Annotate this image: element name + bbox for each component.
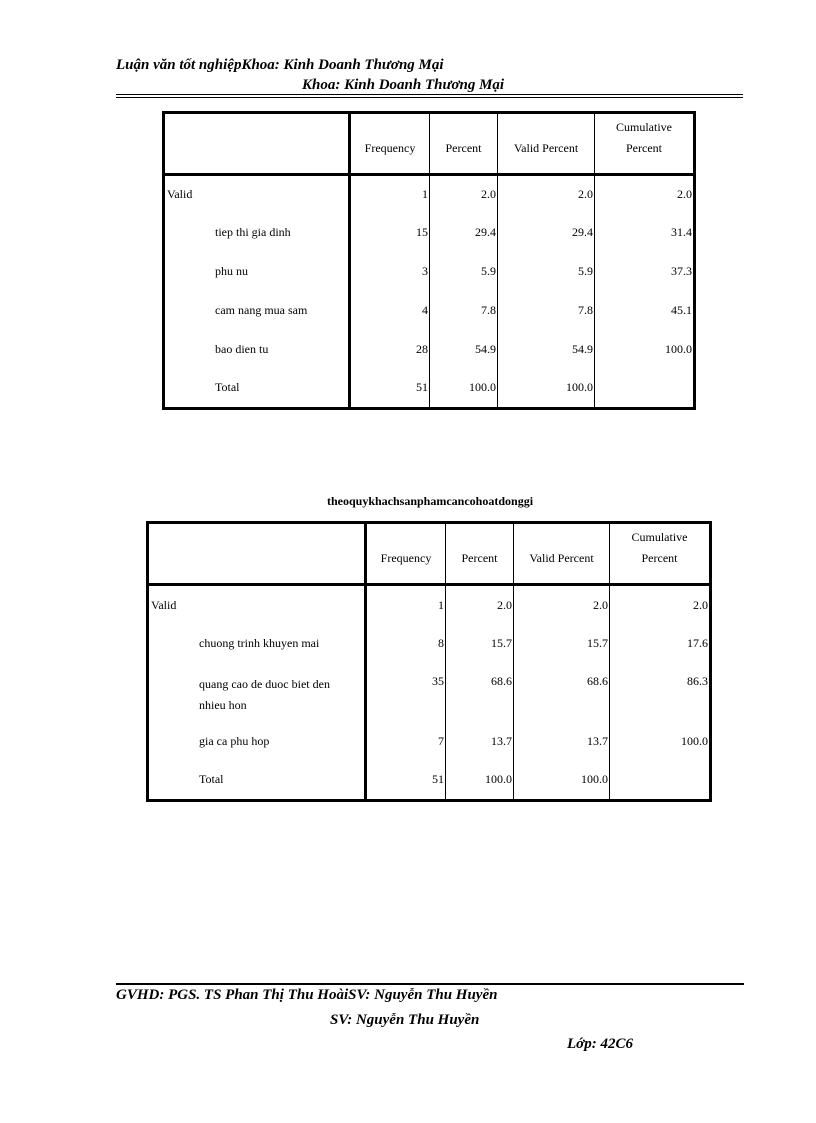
cell-valid-percent: 100.0 (498, 369, 595, 409)
cell-valid-percent: 54.9 (498, 330, 595, 369)
row-label: Total (148, 761, 366, 801)
cell-valid-percent: 13.7 (514, 723, 610, 761)
cell-cumulative (595, 369, 695, 409)
cell-valid-percent: 7.8 (498, 291, 595, 330)
cell-percent: 100.0 (446, 761, 514, 801)
table-row (164, 252, 695, 291)
col-cumulative-line1: Cumulative (616, 120, 672, 134)
table-row-total (164, 369, 695, 409)
header-blank-cell (148, 523, 366, 585)
row-label: bao dien tu (164, 330, 350, 369)
cell-frequency: 8 (366, 625, 446, 663)
cell-frequency: 28 (350, 330, 430, 369)
cell-frequency: 1 (350, 175, 430, 213)
row-label: quang cao de duoc biet den nhieu hon (148, 663, 366, 723)
cell-frequency: 51 (366, 761, 446, 801)
table-row (164, 330, 695, 369)
cell-percent: 2.0 (430, 175, 498, 213)
footer-advisor-line: GVHD: PGS. TS Phan Thị Thu HoàiSV: Nguyễn Thu Huyền (116, 987, 498, 1003)
col-frequency: Frequency (366, 523, 446, 585)
header-title-line2: Khoa: Kinh Doanh Thương Mại (302, 77, 505, 93)
cell-percent: 13.7 (446, 723, 514, 761)
cell-valid-percent: 29.4 (498, 213, 595, 252)
col-percent: Percent (446, 523, 514, 585)
cell-cumulative: 100.0 (665, 341, 692, 356)
cell-percent: 7.8 (430, 291, 498, 330)
cell-valid-percent: 2.0 (514, 585, 610, 625)
row-label: chuong trinh khuyen mai (148, 625, 366, 663)
cell-frequency: 7 (366, 723, 446, 761)
col-cumulative-line1: Cumulative (631, 530, 688, 544)
cell-frequency: 4 (350, 291, 430, 330)
row-label: gia ca phu hop (148, 723, 366, 761)
cell-percent: 5.9 (430, 252, 498, 291)
cell-cumulative: 45.1 (671, 302, 692, 317)
row-label: cam nang mua sam (164, 291, 350, 330)
table-row (148, 625, 711, 663)
row-label: Total (164, 369, 350, 409)
col-percent: Percent (430, 113, 498, 175)
cell-cumulative: 86.3 (687, 673, 708, 688)
col-frequency: Frequency (350, 113, 430, 175)
row-label: tiep thi gia dinh (164, 213, 350, 252)
table-row (164, 175, 695, 213)
cell-percent: 100.0 (430, 369, 498, 409)
cell-valid-percent: 68.6 (514, 663, 610, 723)
cell-frequency: 3 (350, 252, 430, 291)
header-title-line1: Luận văn tốt nghiệpKhoa: Kinh Doanh Thương Mại (116, 57, 444, 73)
cell-cumulative: 2.0 (693, 597, 708, 612)
cell-percent: 15.7 (446, 625, 514, 663)
footer-class-label: Lớp: 42C6 (567, 1036, 633, 1052)
row-label: phu nu (164, 252, 350, 291)
table-row (148, 663, 711, 723)
cell-percent: 29.4 (430, 213, 498, 252)
cell-percent: 2.0 (446, 585, 514, 625)
cell-cumulative (610, 761, 711, 801)
table-row (148, 585, 711, 625)
col-cumulative-line2: Percent (626, 141, 662, 155)
header-divider (116, 94, 743, 98)
row-group-label: Valid (148, 585, 366, 625)
cell-frequency: 35 (366, 663, 446, 723)
cell-frequency: 15 (350, 213, 430, 252)
row-group-label: Valid (164, 175, 350, 213)
cell-percent: 54.9 (430, 330, 498, 369)
footer-divider (116, 983, 744, 985)
col-cumulative-line2: Percent (641, 551, 678, 565)
table-header-row (148, 523, 711, 585)
table-row (164, 213, 695, 252)
frequency-table-1 (162, 111, 696, 410)
table-row-total (148, 761, 711, 801)
table-2-title: theoquykhachsanphamcancohoatdonggi (326, 494, 534, 508)
frequency-table-2 (146, 521, 712, 802)
col-cumulative-percent (610, 523, 711, 585)
col-cumulative-percent (595, 113, 695, 175)
cell-valid-percent: 2.0 (498, 175, 595, 213)
cell-cumulative: 2.0 (677, 186, 692, 201)
table-row (164, 291, 695, 330)
cell-valid-percent: 15.7 (514, 625, 610, 663)
cell-frequency: 51 (350, 369, 430, 409)
col-valid-percent: Valid Percent (514, 523, 610, 585)
cell-frequency: 1 (366, 585, 446, 625)
cell-cumulative: 37.3 (671, 263, 692, 278)
cell-percent: 68.6 (446, 663, 514, 723)
table-row (148, 723, 711, 761)
cell-valid-percent: 100.0 (514, 761, 610, 801)
col-valid-percent: Valid Percent (498, 113, 595, 175)
cell-cumulative: 31.4 (671, 224, 692, 239)
header-blank-cell (164, 113, 350, 175)
cell-cumulative: 17.6 (687, 636, 708, 650)
cell-valid-percent: 5.9 (498, 252, 595, 291)
table-header-row (164, 113, 695, 175)
cell-cumulative: 100.0 (681, 734, 708, 748)
footer-student-line: SV: Nguyễn Thu Huyền (330, 1012, 480, 1028)
